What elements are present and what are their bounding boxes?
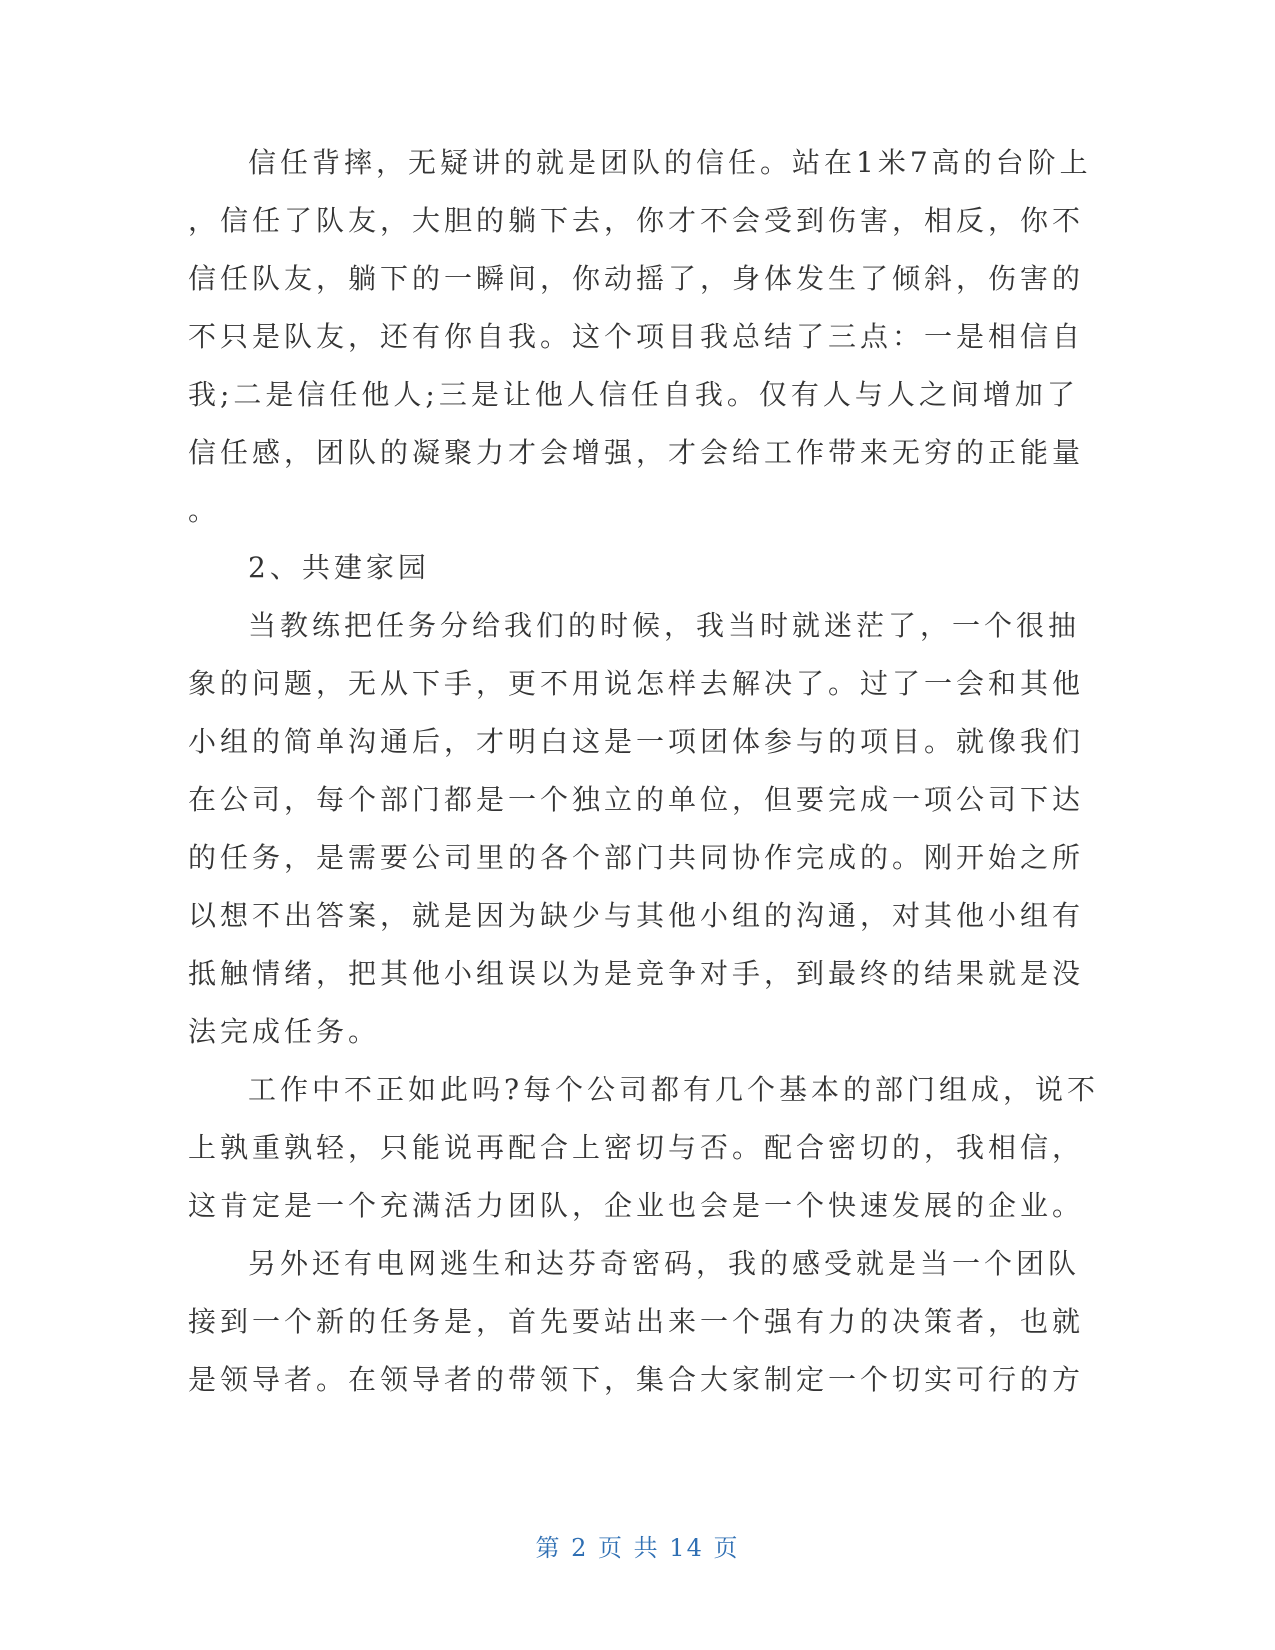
section-heading: 2、共建家园: [248, 551, 430, 584]
paragraph-line: 我;二是信任他人;三是让他人信任自我。仅有人与人之间增加了: [188, 378, 1079, 411]
paragraph-line: 。: [188, 494, 221, 527]
page-number-footer: 第 2 页 共 14 页: [535, 1534, 740, 1562]
paragraph-line: 抵触情绪，把其他小组误以为是竞争对手，到最终的结果就是没: [188, 957, 1085, 990]
paragraph-line: 当教练把任务分给我们的时候，我当时就迷茫了，一个很抽: [248, 609, 1081, 642]
paragraph-line: 象的问题，无从下手，更不用说怎样去解决了。过了一会和其他: [188, 667, 1085, 700]
paragraph-line: 在公司，每个部门都是一个独立的单位，但要完成一项公司下达: [188, 783, 1085, 816]
paragraph-line: 的任务，是需要公司里的各个部门共同协作完成的。刚开始之所: [188, 841, 1085, 874]
paragraph-line: 上孰重孰轻，只能说再配合上密切与否。配合密切的，我相信，: [188, 1131, 1085, 1164]
paragraph-line: 这肯定是一个充满活力团队，企业也会是一个快速发展的企业。: [188, 1189, 1085, 1222]
paragraph-line: 不只是队友，还有你自我。这个项目我总结了三点：一是相信自: [188, 320, 1085, 353]
paragraph-line: 接到一个新的任务是，首先要站出来一个强有力的决策者，也就: [188, 1305, 1085, 1338]
paragraph-line: ，信任了队友，大胆的躺下去，你才不会受到伤害，相反，你不: [188, 204, 1085, 237]
paragraph-line: 信任队友，躺下的一瞬间，你动摇了，身体发生了倾斜，伤害的: [188, 262, 1085, 295]
paragraph-line: 以想不出答案，就是因为缺少与其他小组的沟通，对其他小组有: [188, 899, 1085, 932]
paragraph-line: 另外还有电网逃生和达芬奇密码，我的感受就是当一个团队: [248, 1247, 1081, 1280]
paragraph-line: 是领导者。在领导者的带领下，集合大家制定一个切实可行的方: [188, 1363, 1085, 1396]
paragraph-line: 小组的简单沟通后，才明白这是一项团体参与的项目。就像我们: [188, 725, 1085, 758]
paragraph-line: 工作中不正如此吗?每个公司都有几个基本的部门组成，说不: [248, 1073, 1100, 1106]
paragraph-line: 法完成任务。: [188, 1015, 381, 1048]
paragraph-line: 信任感，团队的凝聚力才会增强，才会给工作带来无穷的正能量: [188, 436, 1085, 469]
paragraph-line: 信任背摔，无疑讲的就是团队的信任。站在1米7高的台阶上: [248, 146, 1092, 179]
